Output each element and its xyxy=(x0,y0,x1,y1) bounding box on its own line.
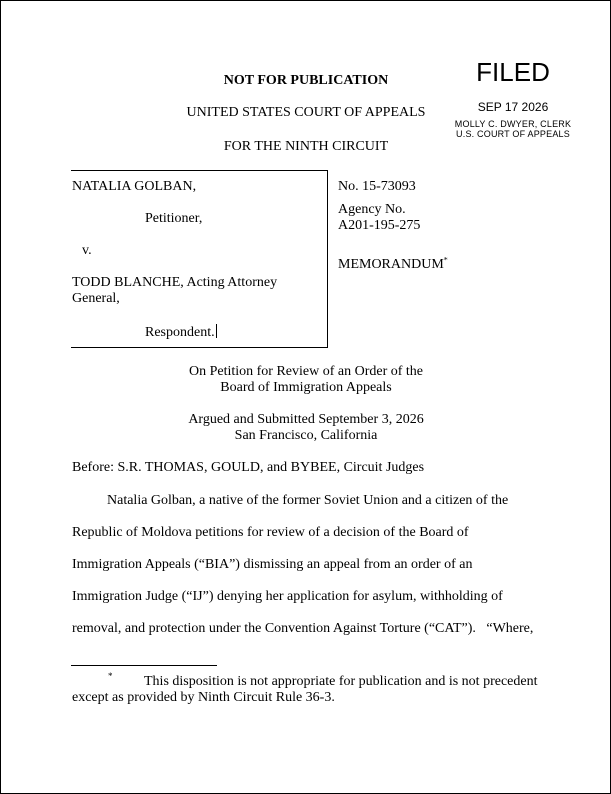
argued-line-2: San Francisco, California xyxy=(234,428,378,443)
body-line-5: removal, and protection under the Convention Against Torture (“CAT”). “Where, xyxy=(72,621,534,636)
footnote-line-2: except as provided by Ninth Circuit Rule 36-3. xyxy=(72,690,335,705)
case-number: No. 15-73093 xyxy=(338,179,416,194)
agency-number: A201-195-275 xyxy=(338,218,421,233)
panel-judges: Before: S.R. THOMAS, GOULD, and BYBEE, Circuit Judges xyxy=(72,460,425,475)
text-cursor xyxy=(216,324,217,338)
versus: v. xyxy=(82,243,92,258)
footnote-marker: * xyxy=(108,671,113,681)
respondent-name-line-1: TODD BLANCHE, Acting Attorney xyxy=(72,275,278,290)
petition-line-2: Board of Immigration Appeals xyxy=(220,380,392,395)
body-line-2: Republic of Moldova petitions for review of a decision of the Board of xyxy=(72,525,469,540)
respondent-name-line-2: General, xyxy=(72,291,120,306)
filed-label: FILED xyxy=(476,57,550,87)
filed-date: SEP 17 2026 xyxy=(477,100,549,114)
body-line-4: Immigration Judge (“IJ”) denying her application for asylum, withholding of xyxy=(72,589,503,604)
body-line-1: Natalia Golban, a native of the former Soviet Union and a citizen of the xyxy=(107,493,509,508)
memorandum-text: MEMORANDUM xyxy=(338,257,444,272)
case-caption-box xyxy=(71,170,328,348)
circuit-name: FOR THE NINTH CIRCUIT xyxy=(223,139,389,154)
filed-stamp xyxy=(452,58,574,139)
footnote-separator xyxy=(71,665,217,666)
respondent-role-row xyxy=(145,324,217,341)
petitioner-name: NATALIA GOLBAN, xyxy=(72,179,197,194)
body-line-3: Immigration Appeals (“BIA”) dismissing an appeal from an order of an xyxy=(72,557,473,572)
argued-line-1: Argued and Submitted September 3, 2026 xyxy=(188,412,424,427)
clerk-office: U.S. COURT OF APPEALS xyxy=(456,129,570,139)
memorandum-label xyxy=(338,257,448,273)
respondent-role: Respondent. xyxy=(145,325,215,340)
footnote-line-1: This disposition is not appropriate for publication and is not precedent xyxy=(144,674,538,689)
petitioner-role: Petitioner, xyxy=(145,211,203,226)
footnote-reference: * xyxy=(443,255,448,265)
petition-line-1: On Petition for Review of an Order of the xyxy=(188,364,424,379)
agency-label: Agency No. xyxy=(338,202,406,217)
court-name: UNITED STATES COURT OF APPEALS xyxy=(186,105,426,120)
clerk-name: MOLLY C. DWYER, CLERK xyxy=(454,119,572,129)
not-for-publication-heading: NOT FOR PUBLICATION xyxy=(223,73,389,88)
